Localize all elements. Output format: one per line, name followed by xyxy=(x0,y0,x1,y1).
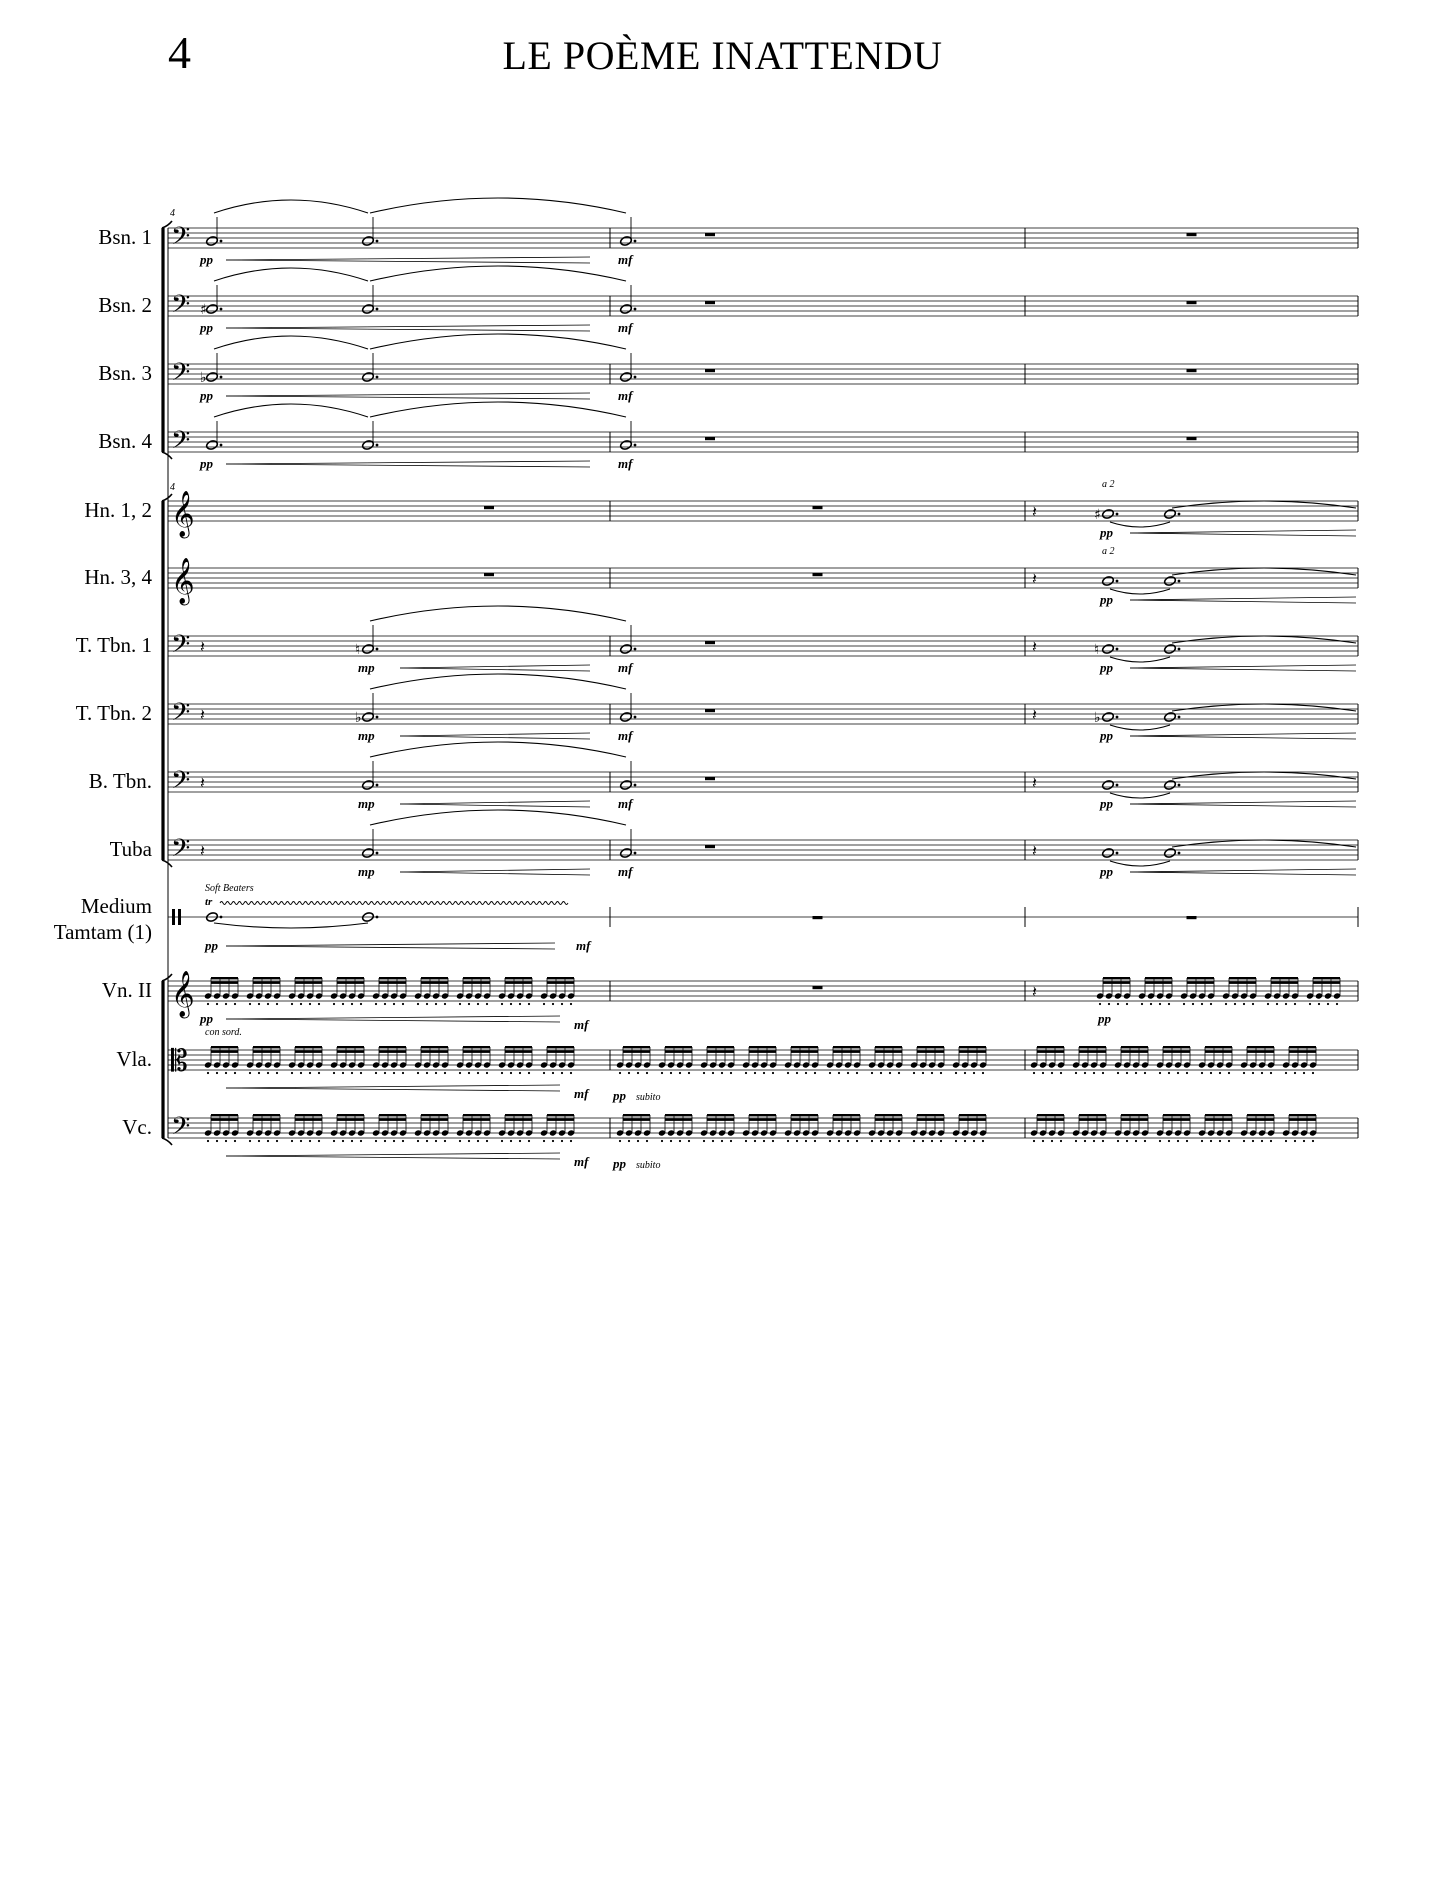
ttbn2-rest-m3: 𝄽 xyxy=(1032,705,1037,724)
ttbn2-bass-clef-icon: 𝄢 xyxy=(171,698,191,733)
vla-subito: subito xyxy=(636,1092,661,1103)
hn12-tie-m3 xyxy=(1110,522,1170,527)
ttbn1-bass-clef-icon: 𝄢 xyxy=(171,630,191,665)
tamtam-label-1: Medium xyxy=(80,894,152,918)
vc-label: Vc. xyxy=(122,1115,152,1139)
ttbn2-note-m3a xyxy=(1102,712,1119,723)
tuba-rest-m3: 𝄽 xyxy=(1032,841,1037,860)
bsn4-rest-m2 xyxy=(705,437,715,440)
page-title: LE POÈME INATTENDU xyxy=(502,33,943,78)
vn2-dynamic-m3: pp xyxy=(1098,1011,1111,1026)
tamtam-tie xyxy=(214,923,368,928)
btbn-bass-clef-icon: 𝄢 xyxy=(171,766,191,801)
hn12-cresc-m3 xyxy=(1130,530,1356,536)
ttbn1-rest-m2 xyxy=(705,641,715,644)
bsn3-slur-2 xyxy=(370,334,626,349)
btbn-cresc-m3 xyxy=(1130,801,1356,807)
vc-bass-clef-icon: 𝄢 xyxy=(171,1112,191,1147)
bsn2-note-m2 xyxy=(620,285,637,314)
bsn1-slur-2 xyxy=(370,198,626,213)
hn34-note-m3a xyxy=(1102,576,1119,587)
tuba-cresc-m3 xyxy=(1130,869,1356,875)
tuba-bass-clef-icon: 𝄢 xyxy=(171,834,191,869)
bsn3-accidental-icon: ♭ xyxy=(200,370,207,386)
tuba-rest-m2 xyxy=(705,845,715,848)
ttbn2-cresc-m1 xyxy=(400,733,590,739)
bsn3-dynamic-m1: pp xyxy=(200,388,213,403)
vn2-label: Vn. II xyxy=(101,978,152,1002)
tuba-rest-m1: 𝄽 xyxy=(200,841,205,860)
btbn-staff xyxy=(168,772,1358,792)
bsn4-staff xyxy=(168,432,1358,452)
vn2-staff xyxy=(168,981,1358,1001)
bsn2-dynamic-m1: pp xyxy=(200,320,213,335)
tuba-staff xyxy=(168,840,1358,860)
ttbn1-slur-m3 xyxy=(1172,636,1356,643)
btbn-note-m2 xyxy=(620,761,637,790)
ttbn1-label: T. Tbn. 1 xyxy=(75,633,152,657)
bsn2-cresc-m1 xyxy=(226,325,590,331)
bsn2-label: Bsn. 2 xyxy=(98,293,152,317)
tuba-dynamic-m3: pp xyxy=(1100,864,1113,879)
bsn1-rest-m3 xyxy=(1187,233,1197,236)
bsn2-slur-2 xyxy=(370,266,626,281)
tamtam-staff xyxy=(168,907,1358,927)
ttbn2-slur-m3 xyxy=(1172,704,1356,711)
bsn4-note-m1a xyxy=(206,421,223,450)
ttbn2-staff xyxy=(168,704,1358,724)
tuba-note-m3b xyxy=(1164,848,1181,859)
bsn4-slur-2 xyxy=(370,402,626,417)
bsn3-label: Bsn. 3 xyxy=(98,361,152,385)
bsn2-accidental-icon: ♯ xyxy=(200,302,207,318)
btbn-rest-m3: 𝄽 xyxy=(1032,773,1037,792)
hn34-dynamic-m3: pp xyxy=(1100,592,1113,607)
tuba-dynamic-m1: mp xyxy=(358,864,375,879)
hn12-dynamic-m3: pp xyxy=(1100,525,1113,540)
vn2-rest-m3: 𝄽 xyxy=(1032,982,1037,1001)
ttbn2-dynamic-m2: mf xyxy=(618,728,633,743)
bsn1-staff xyxy=(168,228,1358,248)
vla-dynamic-m2: pp xyxy=(613,1088,626,1103)
hn34-a2-marking: a 2 xyxy=(1102,546,1115,557)
ttbn2-dynamic-m1: mp xyxy=(358,728,375,743)
hn12-note-m3a xyxy=(1102,509,1119,520)
bsn4-note-m2 xyxy=(620,421,637,450)
vla-dynamic-m1-end: mf xyxy=(574,1086,589,1101)
tuba-label: Tuba xyxy=(109,837,152,861)
tamtam-rest-m2 xyxy=(813,916,823,919)
vn2-dynamic-m1: pp xyxy=(200,1011,213,1026)
ttbn1-dynamic-m1: mp xyxy=(358,660,375,675)
ttbn2-accidental-m3-icon: ♭ xyxy=(1094,710,1101,726)
bsn3-rest-m2 xyxy=(705,369,715,372)
hn12-accidental-m3-icon: ♯ xyxy=(1094,507,1101,523)
bsn1-rest-m2 xyxy=(705,233,715,236)
ttbn1-accidental-icon: ♮ xyxy=(355,642,361,658)
btbn-dynamic-m1: mp xyxy=(358,796,375,811)
bsn3-staff xyxy=(168,364,1358,384)
measure-number: 4 xyxy=(170,208,175,219)
bsn3-dynamic-m2: mf xyxy=(618,388,633,403)
btbn-dynamic-m2: mf xyxy=(618,796,633,811)
hn12-rest-m1 xyxy=(484,506,494,509)
bsn2-dynamic-m2: mf xyxy=(618,320,633,335)
hn34-rest-m2 xyxy=(813,573,823,576)
hn12-a2-marking: a 2 xyxy=(1102,479,1115,490)
tuba-note-m2 xyxy=(620,829,637,858)
tamtam-cresc xyxy=(226,943,555,949)
bsn3-cresc-m1 xyxy=(226,393,590,399)
tamtam-trill-line xyxy=(220,902,568,905)
ttbn1-cresc-m1 xyxy=(400,665,590,671)
ttbn2-note-m1 xyxy=(362,693,379,722)
tamtam-label-2: Tamtam (1) xyxy=(53,920,152,944)
tuba-tie-m3 xyxy=(1110,861,1170,866)
ttbn2-accidental-icon: ♭ xyxy=(355,710,362,726)
bsn3-note-m1a xyxy=(206,353,223,382)
ttbn1-slur-1 xyxy=(370,606,626,621)
ttbn1-rest-m1: 𝄽 xyxy=(200,637,205,656)
hn12-staff xyxy=(168,501,1358,521)
bsn4-label: Bsn. 4 xyxy=(98,429,152,453)
btbn-slur-1 xyxy=(370,742,626,757)
tuba-slur-m3 xyxy=(1172,840,1356,847)
ttbn1-note-m2 xyxy=(620,625,637,654)
bsn1-dynamic-m2: mf xyxy=(618,252,633,267)
vc-cresc-m1 xyxy=(226,1153,560,1159)
vc-dynamic-m1-end: mf xyxy=(574,1154,589,1169)
ttbn2-cresc-m3 xyxy=(1130,733,1356,739)
percussion-clef-icon xyxy=(172,909,175,925)
vc-subito: subito xyxy=(636,1160,661,1171)
bsn1-label: Bsn. 1 xyxy=(98,225,152,249)
bsn4-rest-m3 xyxy=(1187,437,1197,440)
vn2-con-sord: con sord. xyxy=(205,1027,242,1038)
bsn1-note-m1b xyxy=(362,217,379,246)
bsn3-bass-clef-icon: 𝄢 xyxy=(171,358,191,393)
ttbn1-rest-m3: 𝄽 xyxy=(1032,637,1037,656)
btbn-note-m1 xyxy=(362,761,379,790)
ttbn1-dynamic-m2: mf xyxy=(618,660,633,675)
vn2-cresc-m1 xyxy=(226,1016,560,1022)
ttbn2-rest-m2 xyxy=(705,709,715,712)
bsn3-rest-m3 xyxy=(1187,369,1197,372)
hn34-staff xyxy=(168,568,1358,588)
bsn1-dynamic-m1: pp xyxy=(200,252,213,267)
tuba-dynamic-m2: mf xyxy=(618,864,633,879)
hn12-label: Hn. 1, 2 xyxy=(84,498,152,522)
hn34-label: Hn. 3, 4 xyxy=(84,565,152,589)
bsn1-cresc-m1 xyxy=(226,257,590,263)
btbn-slur-m3 xyxy=(1172,772,1356,779)
bsn1-slur-1 xyxy=(214,200,368,213)
bsn3-slur-1 xyxy=(214,336,368,349)
bsn2-note-m1b xyxy=(362,285,379,314)
tuba-slur-1 xyxy=(370,810,626,825)
hn12-note-m3b xyxy=(1164,509,1181,520)
bsn4-note-m1b xyxy=(362,421,379,450)
btbn-note-m3a xyxy=(1102,780,1119,791)
btbn-note-m3b xyxy=(1164,780,1181,791)
ttbn1-staff xyxy=(168,636,1358,656)
tuba-cresc-m1 xyxy=(400,869,590,875)
bsn2-rest-m3 xyxy=(1187,301,1197,304)
measure-number-brass: 4 xyxy=(170,482,175,493)
hn12-rest-m3: 𝄽 xyxy=(1032,502,1037,521)
btbn-cresc-m1 xyxy=(400,801,590,807)
vn2-rest-m2 xyxy=(813,986,823,989)
ttbn1-accidental-m3-icon: ♮ xyxy=(1094,642,1100,658)
hn34-tie-m3 xyxy=(1110,589,1170,594)
ttbn1-note-m1 xyxy=(362,625,379,654)
vn2-treble-clef-icon: 𝄞 xyxy=(171,971,195,1017)
hn12-slur-m3 xyxy=(1172,501,1356,508)
ttbn1-note-m3a xyxy=(1102,644,1119,655)
tuba-note-m3a xyxy=(1102,848,1119,859)
vla-label: Vla. xyxy=(116,1047,152,1071)
bsn4-bass-clef-icon: 𝄢 xyxy=(171,426,191,461)
vc-dynamic-m2: pp xyxy=(613,1156,626,1171)
tamtam-dynamic-end: mf xyxy=(576,938,591,953)
btbn-dynamic-m3: pp xyxy=(1100,796,1113,811)
vn2-dynamic-m1-end: mf xyxy=(574,1017,589,1032)
bsn4-slur-1 xyxy=(214,404,368,417)
ttbn1-note-m3b xyxy=(1164,644,1181,655)
ttbn1-cresc-m3 xyxy=(1130,665,1356,671)
ttbn2-tie-m3 xyxy=(1110,725,1170,730)
tamtam-beaters: Soft Beaters xyxy=(205,883,254,894)
ttbn1-tie-m3 xyxy=(1110,657,1170,662)
ttbn2-note-m3b xyxy=(1164,712,1181,723)
btbn-tie-m3 xyxy=(1110,793,1170,798)
bsn2-staff xyxy=(168,296,1358,316)
bsn2-slur-1 xyxy=(214,268,368,281)
bsn4-dynamic-m2: mf xyxy=(618,456,633,471)
bsn1-bass-clef-icon: 𝄢 xyxy=(171,222,191,257)
hn34-cresc-m3 xyxy=(1130,597,1356,603)
hn12-rest-m2 xyxy=(813,506,823,509)
tamtam-dynamic-start: pp xyxy=(205,938,218,953)
bsn3-note-m2 xyxy=(620,353,637,382)
tamtam-rest-m3 xyxy=(1187,916,1197,919)
hn34-rest-m3: 𝄽 xyxy=(1032,569,1037,588)
btbn-rest-m1: 𝄽 xyxy=(200,773,205,792)
btbn-label: B. Tbn. xyxy=(88,769,152,793)
ttbn1-dynamic-m3: pp xyxy=(1100,660,1113,675)
btbn-rest-m2 xyxy=(705,777,715,780)
ttbn2-rest-m1: 𝄽 xyxy=(200,705,205,724)
bsn4-cresc-m1 xyxy=(226,461,590,467)
bsn2-note-m1a xyxy=(206,285,223,314)
page-number: 4 xyxy=(168,27,191,78)
bsn3-note-m1b xyxy=(362,353,379,382)
hn34-treble-clef-icon: 𝄞 xyxy=(171,558,195,604)
hn34-slur-m3 xyxy=(1172,568,1356,575)
tuba-note-m1 xyxy=(362,829,379,858)
vla-alto-clef-icon: 𝄡 xyxy=(171,1044,188,1079)
hn34-rest-m1 xyxy=(484,573,494,576)
bsn2-bass-clef-icon: 𝄢 xyxy=(171,290,191,325)
bsn4-dynamic-m1: pp xyxy=(200,456,213,471)
ttbn2-slur-1 xyxy=(370,674,626,689)
ttbn2-label: T. Tbn. 2 xyxy=(75,701,152,725)
bsn1-note-m1a xyxy=(206,217,223,246)
vla-cresc-m1 xyxy=(226,1085,560,1091)
hn34-note-m3b xyxy=(1164,576,1181,587)
hn12-treble-clef-icon: 𝄞 xyxy=(171,491,195,537)
bsn2-rest-m2 xyxy=(705,301,715,304)
percussion-clef-icon-2 xyxy=(178,909,181,925)
bsn1-note-m2 xyxy=(620,217,637,246)
tamtam-trill-icon: tr xyxy=(205,896,213,908)
ttbn2-note-m2 xyxy=(620,693,637,722)
ttbn2-dynamic-m3: pp xyxy=(1100,728,1113,743)
